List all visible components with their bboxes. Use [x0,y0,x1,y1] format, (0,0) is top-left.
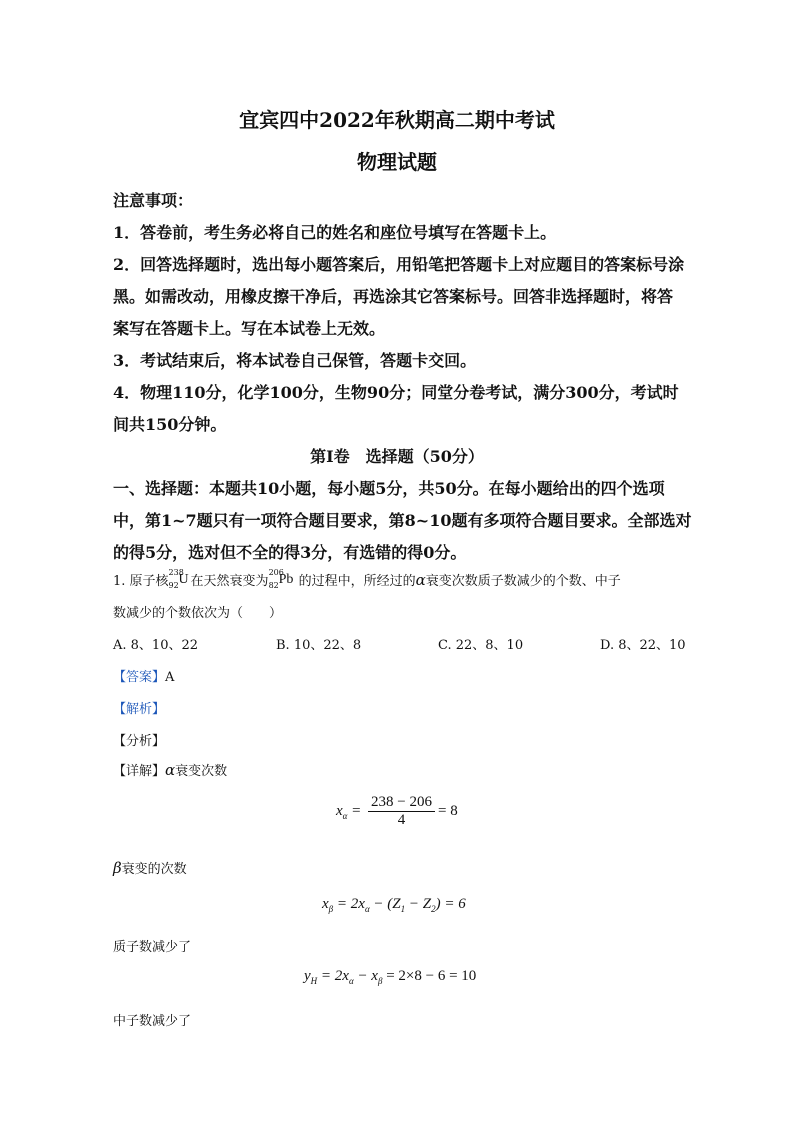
eq-sub: α [342,810,348,821]
section-instruction: 一、选择题：本题共10小题，每小题5分，共50分。在每小题给出的四个选项 [113,479,665,498]
element-symbol: U [178,571,189,587]
proton-text: 质子数减少了 [113,940,192,955]
equation-beta-count [322,896,466,914]
detail-tag: 【详解】 [113,764,166,779]
alpha-symbol: α [415,571,426,589]
question-1-tail: 衰变次数质子数减少的个数、中子 [425,574,621,589]
atomic-number: 82 [268,580,279,590]
option-d: D. 8、22、10 [600,638,686,653]
alpha-symbol: α [165,761,176,779]
eq-var: y [304,968,311,984]
eq-part: − (Z [369,896,401,912]
question-1-middle: 在天然衰变为 [190,574,269,589]
eq-part: ) = 6 [435,896,466,912]
section-instruction: 中，第1~7题只有一项符合题目要求，第8~10题有多项符合题目要求。全部选对 [113,511,692,530]
eq-result: = 8 [438,802,458,819]
answer-line [113,666,174,685]
eq-fraction [368,794,435,829]
eq-sub: 2 [431,904,436,914]
eq-sub: β [328,904,334,914]
detail-text: 衰变次数 [175,764,228,779]
fenxi-tag: 【分析】 [113,734,166,749]
eq-part: = 2×8 − 6 = 10 [382,968,477,984]
eq-sub: H [310,976,318,986]
uranium-nucleus [168,567,191,593]
notice-item: 黑。如需改动，用橡皮擦干净后，再选涂其它答案标号。回答非选择题时，将答 [113,287,674,306]
eq-part: = 2x [320,968,349,984]
fraction-numerator: 238 − 206 [368,794,435,812]
option-b: B. 10、22、8 [276,638,362,653]
beta-symbol: β [113,859,122,877]
section-title: 第Ⅰ卷 选择题（50分） [310,447,484,466]
eq-sub: α [364,904,370,914]
neutron-text: 中子数减少了 [113,1014,192,1029]
beta-text: 衰变的次数 [121,862,187,877]
beta-line [113,858,187,877]
notice-item: 1．答卷前，考生务必将自己的姓名和座位号填写在答题卡上。 [113,223,557,242]
notice-item: 3．考试结束后，将本试卷自己保管，答题卡交回。 [113,351,477,370]
notice-item: 4．物理110分，化学100分，生物90分；同堂分卷考试，满分300分，考试时 [113,383,679,402]
question-1-line2: 数减少的个数依次为（ ） [113,606,283,621]
atomic-number: 92 [168,580,179,590]
option-c: C. 22、8、10 [438,638,524,653]
eq-var: x [336,802,343,819]
exam-title: 宜宾四中2022年秋期高二期中考试 [239,108,555,132]
exam-subject: 物理试题 [357,150,437,174]
fraction-denominator: 4 [397,812,406,828]
eq-sub: α [348,976,354,986]
eq-part: − x [353,968,378,984]
equation-proton [304,968,476,986]
mass-number: 206 [268,567,284,577]
analysis-tag: 【解析】 [113,702,166,717]
notice-item: 案写在答题卡上。写在本试卷上无效。 [113,319,386,338]
question-1-prefix: 1. 原子核 [113,574,169,589]
answer-tag: 【答案】 [113,670,166,685]
eq-sub: β [377,976,383,986]
equation-alpha-count: $x_\alpha$ = $\frac{238 - 206}{4}$ = 8 [336,794,458,828]
question-1-stem [113,567,693,593]
mass-number: 238 [168,567,184,577]
element-symbol: Pb [278,571,294,587]
question-1-after: 的过程中，所经过的 [298,574,416,589]
eq-part: − Z [405,896,432,912]
notice-item: 2．回答选择题时，选出每小题答案后，用铅笔把答题卡上对应题目的答案标号涂 [113,255,685,274]
lead-nucleus [268,567,299,593]
eq-part: = 2x [336,896,365,912]
notice-heading: 注意事项： [113,191,194,210]
detail-line [113,760,227,779]
eq-var: x [322,896,329,912]
section-instruction: 的得5分，选对但不全的得3分，有选错的得0分。 [113,543,467,562]
option-a: A. 8、10、22 [113,638,199,653]
answer-value: A [165,670,175,685]
notice-item: 间共150分钟。 [113,415,227,434]
eq-sub: 1 [400,904,406,914]
